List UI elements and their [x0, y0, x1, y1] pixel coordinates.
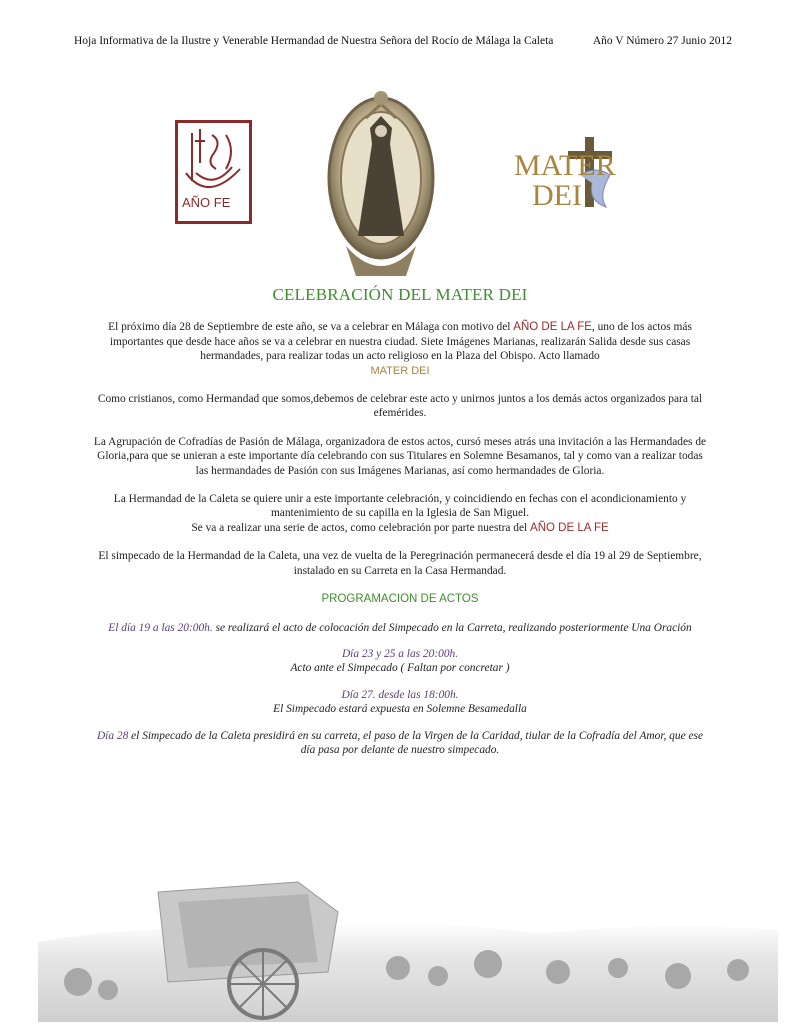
- article-title: CELEBRACIÓN DEL MATER DEI: [272, 285, 528, 304]
- event-date: Día 23 y 25 a las 20:00h.: [341, 647, 459, 660]
- mater-dei-highlight: MATER DEI: [370, 364, 430, 377]
- p4-text-b: Se va a realizar una serie de actos, como celebración por parte nuestra del: [191, 521, 531, 534]
- paragraph-3: La Agrupación de Cofradías de Pasión de Málaga, organizadora de estos actos, cursó meses atrás una invitación a las Hermandades de Gloria,para que se unieran a este importante día celebrando con sus Titulares en Solemne Besamanos, tal y como van a realizar todas las hermandades de Pasión con sus Imágenes Marianas, así como hermandades de Gloria.: [93, 435, 707, 477]
- header-publication: Hoja Informativa de la Ilustre y Venerable Hermandad de Nuestra Señora del Rocío de Málaga la Caleta: [74, 35, 554, 47]
- event-text: El Simpecado estará expuesta en Solemne Besamedalla: [273, 703, 527, 716]
- event-item: [90, 621, 710, 635]
- event-date: Día 28: [96, 729, 129, 742]
- p4-text-a: La Hermandad de la Caleta se quiere unir a este importante celebración, y coincidiendo en fechas con el acondicionamiento y mantenimiento de su capilla en la Iglesia de San Miguel.: [113, 493, 687, 520]
- article-body: [90, 285, 710, 769]
- virgin-image: [322, 86, 440, 286]
- p1-text-a: El próximo día 28 de Septiembre de este año, se va a celebrar en Málaga con motivo del: [108, 321, 514, 334]
- carreta-illustration: [38, 872, 778, 1022]
- ano-fe-highlight: AÑO DE LA FE: [513, 321, 592, 334]
- event-date: El día 19 a las 20:00h.: [108, 621, 213, 634]
- event-text: se realizará el acto de colocación del Simpecado en la Carreta, realizando posteriormente Una Oración: [212, 621, 692, 634]
- event-text: Acto ante el Simpecado ( Faltan por concretar ): [290, 662, 510, 675]
- mater-text: MATER: [514, 149, 616, 182]
- paragraph-5: El simpecado de la Hermandad de la Caleta, una vez de vuelta de la Peregrinación permanecerá desde el día 19 al 29 de Septiembre, instalado en su Carreta en la Casa Hermandad.: [98, 550, 702, 577]
- mater-dei-logo: [510, 135, 670, 210]
- p1-text-b: , uno de los actos más importantes que desde hace años se va a celebrar en nuestra ciudad. Siete Imágenes Marianas, realizarán Salida desde sus casas hermandades, para realizar todas un acto religioso en la Plaza del Obispo. Acto llamado: [109, 321, 692, 363]
- event-date: Día 27. desde las 18:00h.: [341, 688, 459, 701]
- paragraph-1: [90, 320, 710, 378]
- event-item: [90, 647, 710, 676]
- ano-fe-text: AÑO FE: [182, 195, 231, 210]
- event-item: [90, 688, 710, 717]
- programacion-title: PROGRAMACION DE ACTOS: [321, 593, 479, 606]
- event-text: el Simpecado de la Caleta presidirá en su carreta, el paso de la Virgen de la Caridad, tiular de la Cofradía del Amor, que ese día pasa por delante de nuestro simpecado.: [128, 729, 704, 756]
- page-header: [74, 35, 732, 47]
- dei-text: DEI: [532, 179, 582, 210]
- event-item: [90, 729, 710, 758]
- header-issue: Año V Número 27 Junio 2012: [592, 35, 732, 47]
- paragraph-4: [90, 492, 710, 535]
- ano-fe-highlight-2: AÑO DE LA FE: [530, 521, 609, 534]
- paragraph-2: Como cristianos, como Hermandad que somos,debemos de celebrar este acto y unirnos juntos a los demás actos organizados para tal efemérides.: [97, 393, 703, 420]
- ano-de-la-fe-logo: [175, 120, 252, 224]
